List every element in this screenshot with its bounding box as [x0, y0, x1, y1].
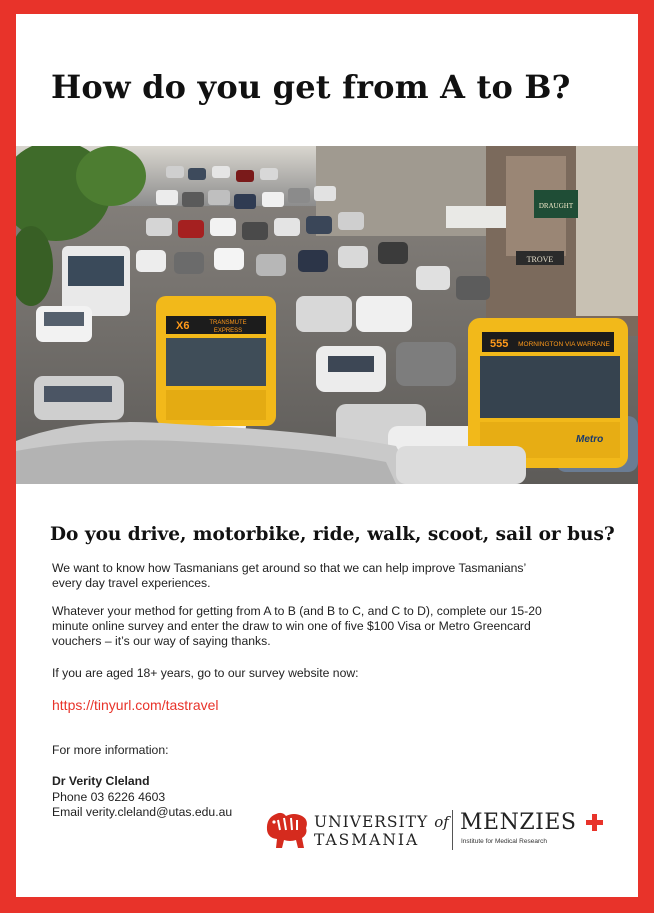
menzies-cross-icon: [586, 814, 603, 831]
survey-paragraph: Whatever your method for getting from A to B (and B to C, and C to D), complete our 15-20 minute online survey and enter the draw to win one of five $100 Visa or Metro Greencard vouchers – it’s our way of saying thanks.: [52, 604, 542, 648]
svg-text:Metro: Metro: [576, 434, 604, 445]
contact-email[interactable]: Email verity.cleland@utas.edu.au: [52, 805, 233, 819]
svg-text:MORNINGTON VIA WARRANE: MORNINGTON VIA WARRANE: [518, 341, 610, 348]
contact-name: Dr Verity Cleland: [52, 774, 150, 788]
survey-link[interactable]: https://tinyurl.com/tastravel: [52, 697, 219, 713]
contact-phone: Phone 03 6226 4603: [52, 789, 166, 804]
utas-tasmania-text: TASMANIA: [314, 831, 420, 849]
subheading: Do you drive, motorbike, ride, walk, scoot, sail or bus?: [50, 524, 615, 545]
yellow-bus-left: [156, 296, 276, 426]
svg-text:555: 555: [490, 338, 509, 350]
svg-text:TROVE: TROVE: [526, 255, 554, 264]
yellow-bus-right: [468, 318, 628, 468]
intro-paragraph: We want to know how Tasmanians get around so that we can help improve Tasmanians’ every day travel experiences.: [52, 561, 526, 590]
poster-title: How do you get from A to B?: [51, 68, 571, 106]
utas-university-text: UNIVERSITY: [314, 813, 429, 831]
svg-text:X6: X6: [176, 320, 190, 332]
poster-page: [16, 14, 638, 897]
svg-text:DRAUGHT: DRAUGHT: [538, 202, 574, 210]
tasmanian-tiger-logo-icon: [264, 808, 310, 852]
svg-text:EXPRESS: EXPRESS: [213, 328, 243, 334]
utas-of-text: of: [434, 813, 449, 831]
traffic-photo: [16, 146, 638, 484]
svg-text:TRANSMUTE: TRANSMUTE: [209, 320, 247, 326]
contact-block: [52, 774, 232, 821]
utas-name: [314, 813, 449, 831]
menzies-subtitle: Institute for Medical Research: [461, 838, 547, 845]
menzies-name: MENZIES: [460, 810, 577, 835]
logo-divider: [452, 810, 453, 850]
logo-bar: [264, 806, 609, 856]
more-info-label: For more information:: [52, 743, 169, 757]
eligibility-paragraph: If you are aged 18+ years, go to our survey website now:: [52, 666, 359, 680]
